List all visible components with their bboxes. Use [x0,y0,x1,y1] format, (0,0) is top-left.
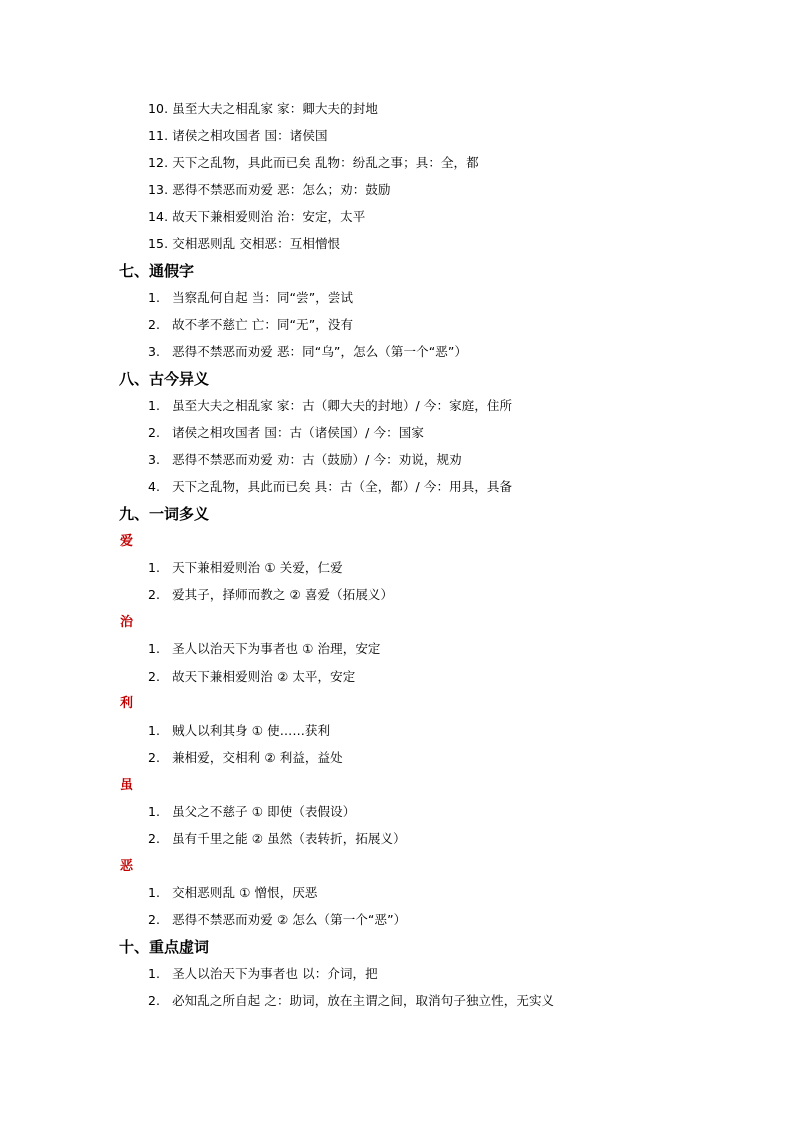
list-item [148,103,378,116]
list-item [148,833,406,846]
list-item [148,211,365,224]
word-heading: 利 [120,696,134,711]
item-number: 1. [148,560,161,575]
item-number: 1. [148,804,161,819]
list-item [148,481,512,494]
item-text: 恶得不禁恶而劝爱 恶：同“乌”，怎么（第一个“恶”） [172,344,468,359]
item-text: 交相恶则乱 交相恶：互相憎恨 [172,236,341,251]
item-text: 故天下兼相爱则治 ② 太平，安定 [172,669,356,684]
list-item [148,725,330,738]
item-number: 12. [148,155,169,170]
item-number: 1. [148,398,161,413]
item-number: 3. [148,452,161,467]
list-item [148,157,479,170]
item-text: 天下兼相爱则治 ① 关爱，仁爱 [172,560,343,575]
list-item [148,968,378,981]
item-number: 2. [148,669,161,684]
item-number: 4. [148,479,161,494]
item-text: 圣人以治天下为事者也 以：介词，把 [172,966,378,981]
item-text: 虽父之不慈子 ① 即使（表假设） [172,804,356,819]
item-number: 11. [148,128,169,143]
item-text: 诸侯之相攻国者 国：诸侯国 [172,128,328,143]
list-item [148,671,355,684]
item-number: 1. [148,641,161,656]
list-item [148,346,467,359]
item-number: 1. [148,966,161,981]
item-text: 虽至大夫之相乱家 家：卿大夫的封地 [172,101,378,116]
item-number: 3. [148,344,161,359]
item-text: 兼相爱，交相利 ② 利益，益处 [172,750,343,765]
list-item [148,319,353,332]
list-item [148,238,340,251]
section-heading: 九、一词多义 [119,505,210,523]
section-heading: 七、通假字 [119,262,195,280]
item-text: 诸侯之相攻国者 国：古（诸侯国）/ 今：国家 [172,425,424,440]
item-number: 1. [148,290,161,305]
item-number: 2. [148,912,161,927]
list-item [148,643,381,656]
section-heading: 十、重点虚词 [119,938,210,956]
item-number: 10. [148,101,169,116]
list-item [148,400,512,413]
item-number: 2. [148,587,161,602]
item-text: 故天下兼相爱则治 治：安定，太平 [172,209,366,224]
word-heading: 爱 [120,534,134,549]
item-number: 13. [148,182,169,197]
item-number: 2. [148,993,161,1008]
item-number: 14. [148,209,169,224]
list-item [148,292,353,305]
word-heading: 虽 [120,778,134,793]
section-heading: 八、古今异义 [119,370,210,388]
item-text: 当察乱何自起 当：同“尝”，尝试 [172,290,354,305]
item-text: 圣人以治天下为事者也 ① 治理，安定 [172,641,381,656]
item-number: 15. [148,236,169,251]
item-text: 恶得不禁恶而劝爱 恶：怎么；劝：鼓励 [172,182,391,197]
list-item [148,184,391,197]
word-heading: 恶 [120,859,134,874]
item-text: 恶得不禁恶而劝爱 劝：古（鼓励）/ 今：劝说，规劝 [172,452,462,467]
item-text: 贼人以利其身 ① 使……获利 [172,723,331,738]
list-item [148,454,462,467]
item-text: 爱其子，择师而教之 ② 喜爱（拓展义） [172,587,394,602]
list-item [148,427,424,440]
item-text: 交相恶则乱 ① 憎恨，厌恶 [172,885,318,900]
list-item [148,130,328,143]
item-text: 天下之乱物，具此而已矣 乱物：纷乱之事；具：全，都 [172,155,479,170]
list-item [148,914,406,927]
item-number: 1. [148,723,161,738]
item-text: 必知乱之所自起 之：助词，放在主谓之间，取消句子独立性，无实义 [172,993,555,1008]
item-text: 虽至大夫之相乱家 家：古（卿大夫的封地）/ 今：家庭，住所 [172,398,513,413]
item-text: 恶得不禁恶而劝爱 ② 怎么（第一个“恶”） [172,912,407,927]
item-number: 2. [148,831,161,846]
item-text: 虽有千里之能 ② 虽然（表转折，拓展义） [172,831,406,846]
word-heading: 治 [120,615,134,630]
list-item [148,562,343,575]
list-item [148,995,554,1008]
item-number: 2. [148,317,161,332]
item-number: 2. [148,750,161,765]
item-text: 天下之乱物，具此而已矣 具：古（全，都）/ 今：用具，具备 [172,479,513,494]
item-number: 2. [148,425,161,440]
list-item [148,887,318,900]
list-item [148,752,343,765]
list-item [148,589,393,602]
list-item [148,806,355,819]
item-number: 1. [148,885,161,900]
item-text: 故不孝不慈亡 亡：同“无”，没有 [172,317,354,332]
